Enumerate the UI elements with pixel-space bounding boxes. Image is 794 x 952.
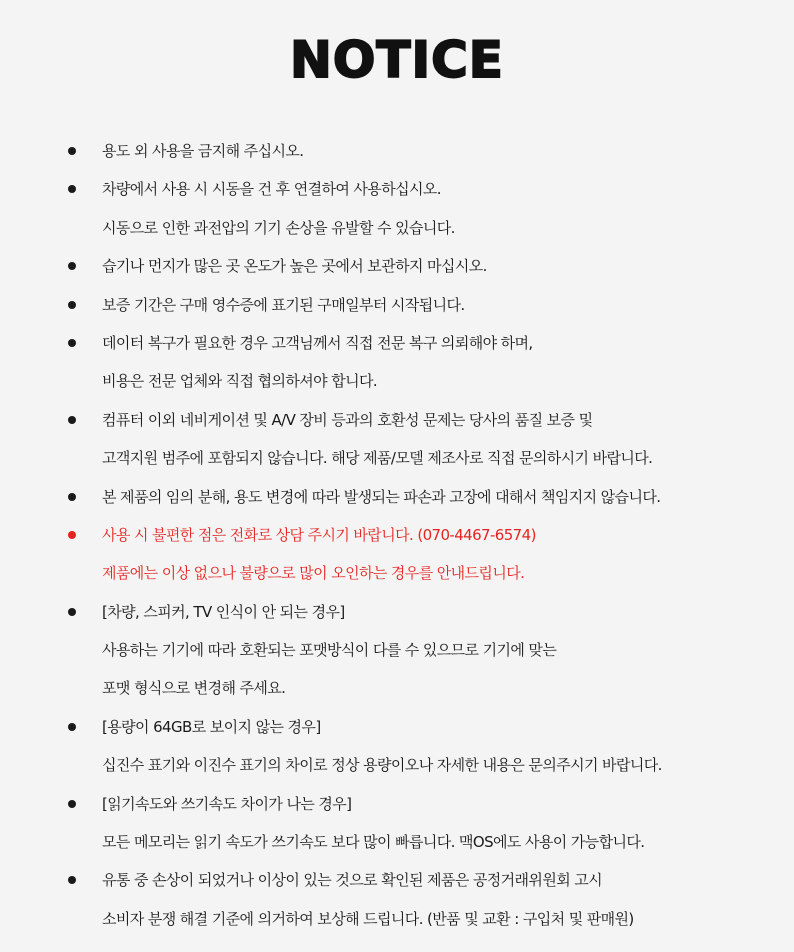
notice-text-line: 고객지원 범주에 포함되지 않습니다. 해당 제품/모델 제조사로 직접 문의하시기 바랍니다. (102, 449, 653, 468)
bullet-dot-icon (68, 876, 76, 884)
notice-text-line: 모든 메모리는 읽기 속도가 쓰기속도 보다 많이 빠릅니다. 맥OS에도 사용이 가능합니다. (102, 833, 645, 852)
bullet-dot-icon (68, 531, 76, 539)
notice-item-highlighted (0, 517, 794, 594)
bullet-dot-icon (68, 608, 76, 616)
notice-item (0, 287, 794, 325)
notice-list (0, 133, 794, 939)
bullet-dot-icon (68, 262, 76, 270)
notice-text-line: [차량, 스피커, TV 인식이 안 되는 경우] (102, 602, 345, 621)
notice-text-line: 비용은 전문 업체와 직접 협의하셔야 합니다. (102, 372, 378, 391)
notice-text-line: 유통 중 손상이 되었거나 이상이 있는 것으로 확인된 제품은 공정거래위원회 고시 (102, 871, 603, 890)
notice-text-line: 소비자 분쟁 해결 기준에 의거하여 보상해 드립니다. (반품 및 교환 : 구입처 및 판매원) (102, 909, 634, 928)
notice-text-line: 차량에서 사용 시 시동을 건 후 연결하여 사용하십시오. (102, 180, 441, 199)
notice-item (0, 594, 794, 709)
notice-item (0, 248, 794, 286)
notice-text-line: 십진수 표기와 이진수 표기의 차이로 정상 용량이오나 자세한 내용은 문의주시기 바랍니다. (102, 756, 662, 775)
notice-text-line: 데이터 복구가 필요한 경우 고객님께서 직접 전문 복구 의뢰해야 하며, (102, 333, 533, 352)
notice-text-line: 본 제품의 임의 분해, 용도 변경에 따라 발생되는 파손과 고장에 대해서 책임지지 않습니다. (102, 487, 661, 506)
bullet-dot-icon (68, 416, 76, 424)
notice-text-line: 제품에는 이상 없으나 불량으로 많이 오인하는 경우를 안내드립니다. (102, 564, 525, 583)
notice-item (0, 402, 794, 479)
bullet-dot-icon (68, 339, 76, 347)
notice-text-line: 습기나 먼지가 많은 곳 온도가 높은 곳에서 보관하지 마십시오. (102, 257, 487, 276)
page-title: NOTICE (290, 31, 504, 89)
notice-item (0, 171, 794, 248)
notice-item (0, 709, 794, 786)
notice-item (0, 786, 794, 863)
notice-text-line: 사용하는 기기에 따라 호환되는 포맷방식이 다를 수 있으므로 기기에 맞는 (102, 641, 557, 660)
notice-text-line: 보증 기간은 구매 영수증에 표기된 구매일부터 시작됩니다. (102, 295, 465, 314)
notice-text-line: 컴퓨터 이외 네비게이션 및 A/V 장비 등과의 호환성 문제는 당사의 품질 보증 및 (102, 410, 593, 429)
notice-text-line: 용도 외 사용을 금지해 주십시오. (102, 142, 304, 160)
bullet-dot-icon (68, 301, 76, 309)
bullet-dot-icon (68, 147, 76, 155)
notice-item (0, 325, 794, 402)
bullet-dot-icon (68, 800, 76, 808)
notice-item (0, 862, 794, 939)
notice-text-line: [용량이 64GB로 보이지 않는 경우] (102, 717, 321, 736)
notice-text-line: 사용 시 불편한 점은 전화로 상담 주시기 바랍니다. (070-4467-6574) (102, 525, 536, 544)
notice-item (0, 479, 794, 517)
notice-text-line: 시동으로 인한 과전압의 기기 손상을 유발할 수 있습니다. (102, 218, 455, 237)
bullet-dot-icon (68, 723, 76, 731)
notice-text-line: 포맷 형식으로 변경해 주세요. (102, 679, 286, 698)
notice-text-line: [읽기속도와 쓰기속도 차이가 나는 경우] (102, 794, 352, 813)
notice-item (0, 133, 794, 171)
bullet-dot-icon (68, 185, 76, 193)
bullet-dot-icon (68, 493, 76, 501)
